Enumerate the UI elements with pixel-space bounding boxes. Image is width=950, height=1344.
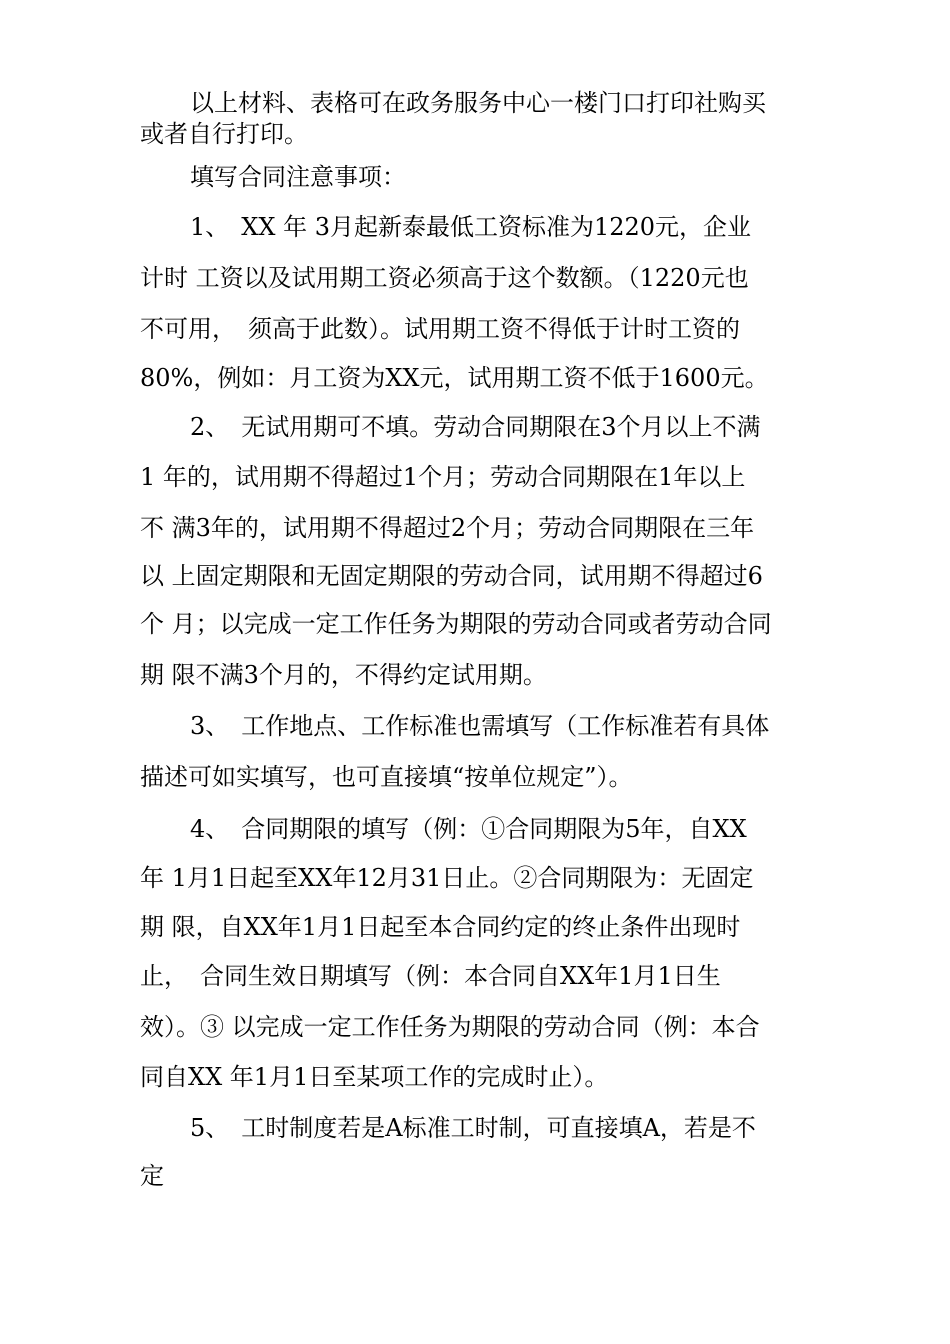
- paragraph-line: 1、 XX 年 3月起新泰最低工资标准为1220元，企业: [190, 213, 752, 241]
- paragraph-line: 2、 无试用期可不填。劳动合同期限在3个月以上不满: [190, 413, 761, 441]
- paragraph-line: 年 1月1日起至XX年12月31日止。②合同期限为：无固定: [140, 864, 754, 892]
- paragraph-line: 5、 工时制度若是A标准工时制，可直接填A，若是不: [190, 1114, 756, 1142]
- paragraph-line: 止， 合同生效日期填写（例：本合同自XX年1月1日生: [140, 962, 721, 990]
- paragraph-line: 定: [140, 1162, 164, 1190]
- paragraph-line: 同自XX 年1月1日至某项工作的完成时止）。: [140, 1063, 609, 1091]
- paragraph-line: 不可用， 须高于此数）。试用期工资不得低于计时工资的: [140, 315, 740, 343]
- paragraph-line: 4、 合同期限的填写（例：①合同期限为5年，自XX: [190, 815, 747, 843]
- paragraph-line: 个 月；以完成一定工作任务为期限的劳动合同或者劳动合同: [140, 610, 772, 638]
- paragraph-line: 不 满3年的，试用期不得超过2个月；劳动合同期限在三年: [140, 514, 755, 542]
- section-heading: 填写合同注意事项：: [190, 163, 406, 191]
- paragraph-line: 或者自行打印。: [140, 120, 308, 148]
- paragraph-line: 效）。③ 以完成一定工作任务为期限的劳动合同（例：本合: [140, 1013, 760, 1041]
- paragraph-line: 80%，例如：月工资为XX元，试用期工资不低于1600元。: [140, 364, 769, 392]
- paragraph-line: 3、 工作地点、工作标准也需填写（工作标准若有具体: [190, 712, 770, 740]
- paragraph-line: 计时 工资以及试用期工资必须高于这个数额。（1220元也: [140, 264, 749, 292]
- paragraph-line: 1 年的，试用期不得超过1个月；劳动合同期限在1年以上: [140, 463, 746, 491]
- paragraph-line: 以上材料、表格可在政务服务中心一楼门口打印社购买: [190, 89, 766, 117]
- paragraph-line: 期 限不满3个月的，不得约定试用期。: [140, 661, 547, 689]
- paragraph-line: 描述可如实填写，也可直接填“按单位规定”）。: [140, 763, 633, 791]
- paragraph-line: 以 上固定期限和无固定期限的劳动合同，试用期不得超过6: [140, 562, 763, 590]
- paragraph-line: 期 限，自XX年1月1日起至本合同约定的终止条件出现时: [140, 913, 741, 941]
